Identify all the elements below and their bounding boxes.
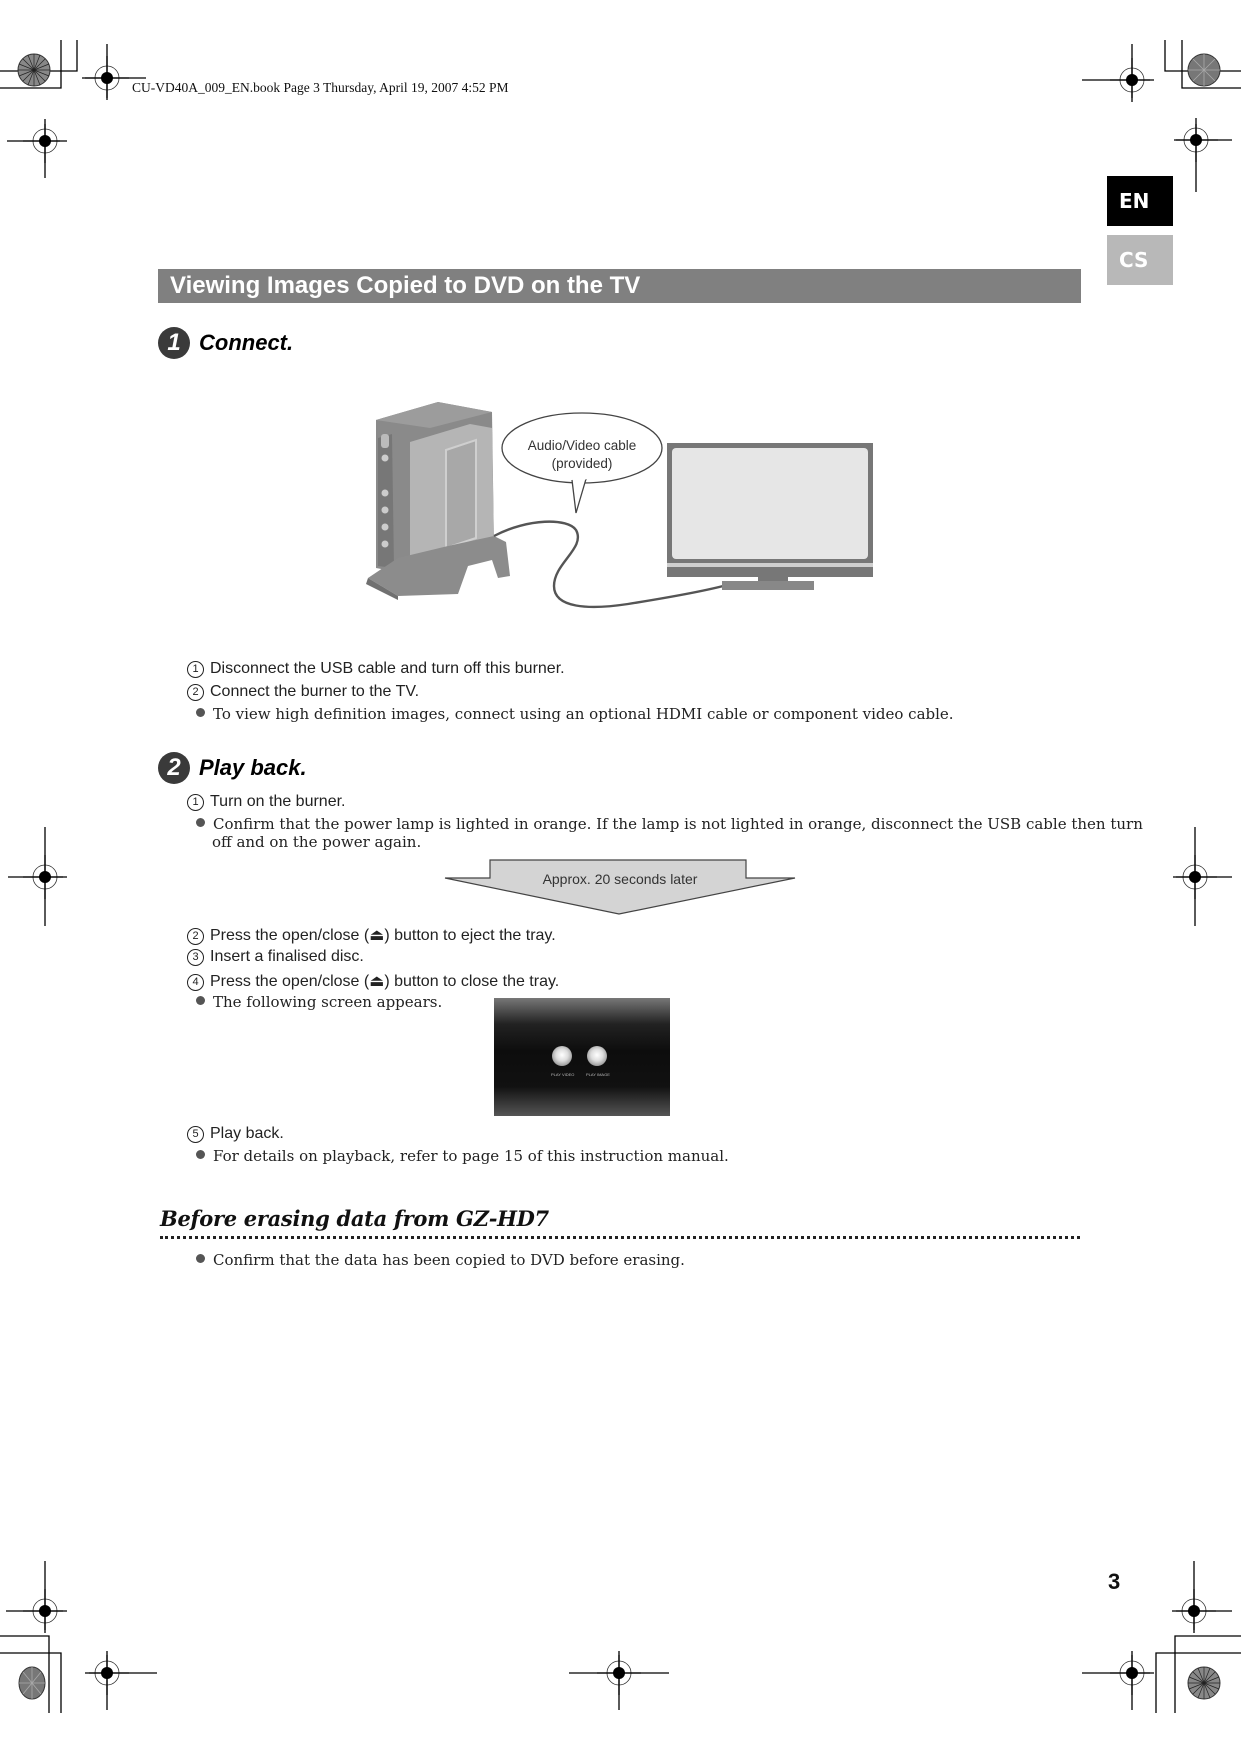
step-2-item-5 <box>187 1125 284 1143</box>
step-1-note <box>187 705 954 723</box>
step-number-badge: 1 <box>158 327 190 359</box>
circled-number: 2 <box>187 684 204 701</box>
circled-number: 3 <box>187 949 204 966</box>
bullet-icon <box>196 708 205 717</box>
item-text: Confirm that the data has been copied to DVD before erasing. <box>213 1251 685 1269</box>
dotted-divider <box>160 1236 1080 1239</box>
bullet-icon <box>196 1254 205 1263</box>
camera-icon <box>587 1046 607 1066</box>
step-2-note-lamp <box>187 815 1143 833</box>
section-header <box>158 269 1081 303</box>
item-text: Play back. <box>210 1125 284 1142</box>
step-title: Connect. <box>199 330 294 355</box>
step-2-item-4 <box>187 971 559 991</box>
bullet-icon <box>196 996 205 1005</box>
burner-device-icon <box>366 402 510 600</box>
circled-number: 1 <box>187 661 204 678</box>
tv-icon <box>667 443 873 590</box>
section-title: Viewing Images Copied to DVD on the TV <box>170 272 641 299</box>
down-arrow-icon <box>443 858 797 916</box>
eject-icon: ⏏ <box>369 973 385 990</box>
connection-illustration <box>358 398 878 618</box>
item-text: ) button to eject the tray. <box>384 927 556 944</box>
subsection-title: Before erasing data from GZ-HD7 <box>160 1206 549 1231</box>
step-title: Play back. <box>199 755 307 780</box>
step-2-heading <box>158 751 307 785</box>
item-text: Insert a finalised disc. <box>210 948 364 965</box>
play-video-label: PLAY VIDEO <box>551 1072 575 1077</box>
item-text: ) button to close the tray. <box>384 973 560 990</box>
step-1-item-1 <box>187 660 565 678</box>
item-text: The following screen appears. <box>213 993 443 1011</box>
circled-number: 4 <box>187 974 204 991</box>
circled-number: 5 <box>187 1126 204 1143</box>
step-2-item-3 <box>187 948 364 966</box>
print-header: CU-VD40A_009_EN.book Page 3 Thursday, April 19, 2007 4:52 PM <box>132 80 509 95</box>
connection-diagram <box>358 398 878 618</box>
wait-arrow-label: Approx. 20 seconds later <box>542 871 698 887</box>
play-image-label: PLAY IMAGE <box>586 1072 610 1077</box>
subsection-note <box>187 1251 685 1269</box>
step-2-note-details <box>187 1147 729 1165</box>
bullet-icon <box>196 1150 205 1159</box>
eject-icon: ⏏ <box>369 927 385 944</box>
language-tab-en[interactable]: EN <box>1107 176 1173 226</box>
item-text: Confirm that the power lamp is lighted in orange. If the lamp is not lighted in orange, disconnect the USB cable then turn <box>213 815 1143 833</box>
language-tab-cs[interactable]: CS <box>1107 235 1173 285</box>
circled-number: 2 <box>187 928 204 945</box>
item-text: For details on playback, refer to page 15 of this instruction manual. <box>213 1147 729 1165</box>
step-number-badge: 2 <box>158 752 190 784</box>
item-text: Press the open/close ( <box>210 973 370 990</box>
page-number: 3 <box>1108 1569 1121 1594</box>
bullet-icon <box>196 818 205 827</box>
callout-text-line-2: (provided) <box>551 456 613 471</box>
step-1-item-2 <box>187 683 419 701</box>
step-2-note-screen <box>187 993 442 1011</box>
step-2-item-1 <box>187 793 346 811</box>
wait-arrow <box>443 858 797 916</box>
callout-text-line-1: Audio/Video cable <box>527 438 637 453</box>
step-1-heading <box>158 326 293 360</box>
item-text: To view high definition images, connect using an optional HDMI cable or component video cable. <box>213 705 954 723</box>
item-text: Press the open/close ( <box>210 927 370 944</box>
step-2-item-2 <box>187 925 556 945</box>
item-text: Connect the burner to the TV. <box>210 683 420 700</box>
video-camera-icon <box>552 1046 572 1066</box>
circled-number: 1 <box>187 794 204 811</box>
step-2-note-lamp-continued: off and on the power again. <box>212 833 422 851</box>
item-text: Disconnect the USB cable and turn off this burner. <box>210 660 565 677</box>
playback-menu-screenshot <box>494 998 670 1116</box>
item-text: Turn on the burner. <box>210 793 346 810</box>
